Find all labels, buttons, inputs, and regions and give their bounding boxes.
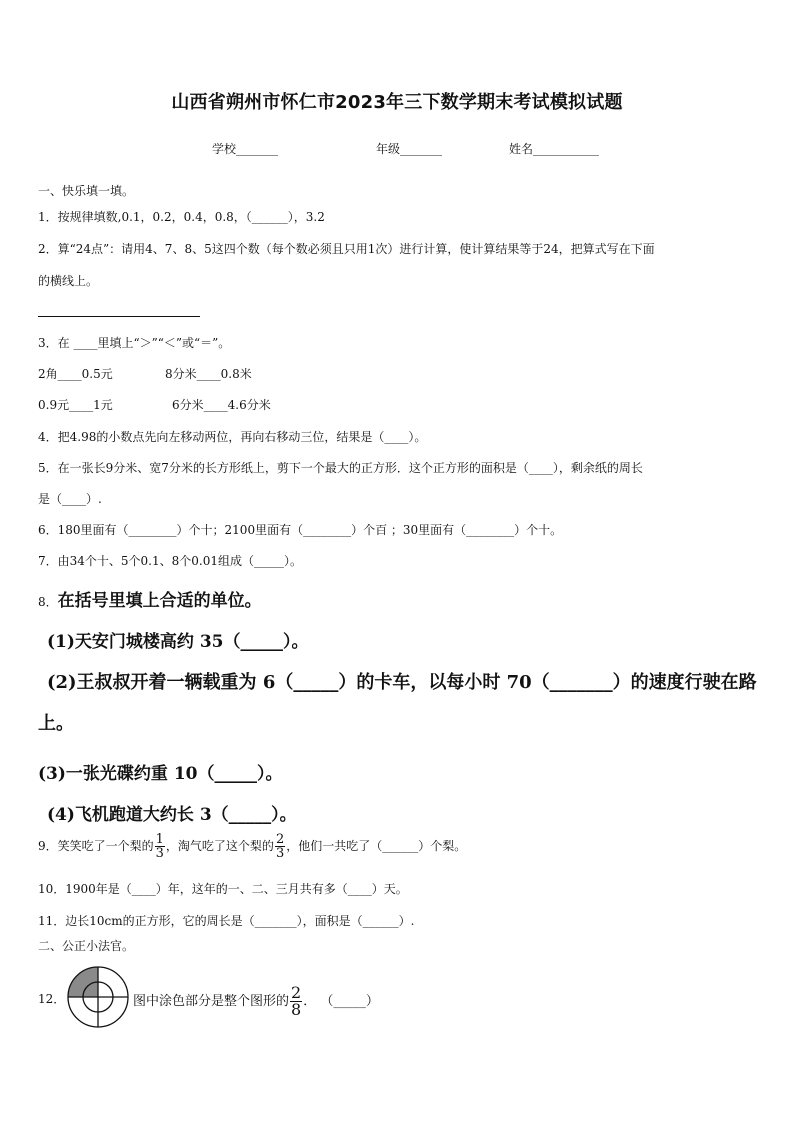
question-5-line-2: 是（____）. — [38, 492, 102, 506]
question-9 — [38, 833, 758, 860]
question-1: 1．按规律填数,0.1，0.2，0.4，0.8，（______），3.2 — [38, 210, 325, 224]
question-4: 4．把4.98的小数点先向左移动两位，再向右移动三位，结果是（____）。 — [38, 430, 427, 444]
question-8 — [38, 586, 758, 611]
question-12-number: 12． — [38, 992, 66, 1006]
question-5-line-1: 5．在一张长9分米、宽7分米的长方形纸上，剪下一个最大的正方形．这个正方形的面积是（____），剩余纸的周长 — [38, 461, 643, 475]
question-8-part-2-line-2: 上。 — [38, 713, 74, 734]
section-heading-1: 一、快乐填一填。 — [38, 184, 135, 198]
question-8-part-3: (3)一张光碟约重 10（_____）。 — [38, 764, 283, 784]
section-heading-2: 二、公正小法官。 — [38, 939, 135, 953]
question-8-title: 在括号里填上合适的单位。 — [57, 591, 262, 611]
question-9-text-a: 9．笑笑吃了一个梨的 — [38, 839, 154, 853]
question-8-number: 8． — [38, 595, 58, 609]
question-3-item-a1: 2角____0.5元 — [38, 367, 113, 381]
question-3-item-b1: 0.9元____1元 — [38, 398, 113, 412]
question-7: 7．由34个十、5个0.1、8个0.01组成（_____）。 — [38, 554, 302, 568]
question-9-text-c: ，他们一共吃了（______）个梨。 — [286, 839, 467, 853]
answer-line — [38, 316, 200, 317]
question-11: 11．边长10cm的正方形，它的周长是（_______），面积是（______）. — [38, 914, 415, 928]
question-9-text-b: ，淘气吃了这个梨的 — [165, 839, 274, 853]
question-2-line-1: 2．算“24点”：请用4、7、8、5这四个数（每个数必须且只用1次）进行计算，使计算结果等于24，把算式写在下面 — [38, 242, 655, 256]
school-field: 学校_______ — [212, 142, 279, 156]
question-12-text-a: 图中涂色部分是整个图形的 — [133, 994, 290, 1009]
question-12-text — [133, 985, 379, 1018]
question-2-line-2: 的横线上。 — [38, 274, 99, 288]
shaded-circle-figure-icon — [66, 965, 130, 1029]
question-8-part-4: (4)飞机跑道大约长 3（_____）。 — [47, 805, 297, 825]
question-3-item-a2: 8分米____0.8米 — [165, 367, 252, 381]
question-12-text-b: ． （_____） — [303, 994, 379, 1009]
question-8-part-1: (1)天安门城楼高约 35（_____）。 — [47, 632, 309, 652]
fraction-one-third: $\frac{1}{3}$ — [155, 832, 164, 861]
question-10: 10．1900年是（____）年，这年的一、二、三月共有多（____）天。 — [38, 882, 408, 896]
fraction-two-eighths: $\frac{2}{8}$ — [291, 983, 302, 1019]
question-3: 3．在 ____里填上“＞”“＜”或“＝”。 — [38, 336, 231, 350]
grade-field: 年级_______ — [376, 142, 443, 156]
name-field: 姓名___________ — [509, 142, 600, 156]
page-title: 山西省朔州市怀仁市2023年三下数学期末考试模拟试题 — [171, 92, 623, 113]
question-3-item-b2: 6分米____4.6分米 — [172, 398, 271, 412]
fraction-two-thirds: $\frac{2}{3}$ — [275, 832, 285, 861]
question-6: 6．180里面有（________）个十；2100里面有（________）个百 ；30里面有（________）个十。 — [38, 523, 563, 537]
question-8-part-2-line-1: (2)王叔叔开着一辆载重为 6（_____）的卡车，以每小时 70（_______）的速度行驶在路 — [47, 672, 757, 693]
